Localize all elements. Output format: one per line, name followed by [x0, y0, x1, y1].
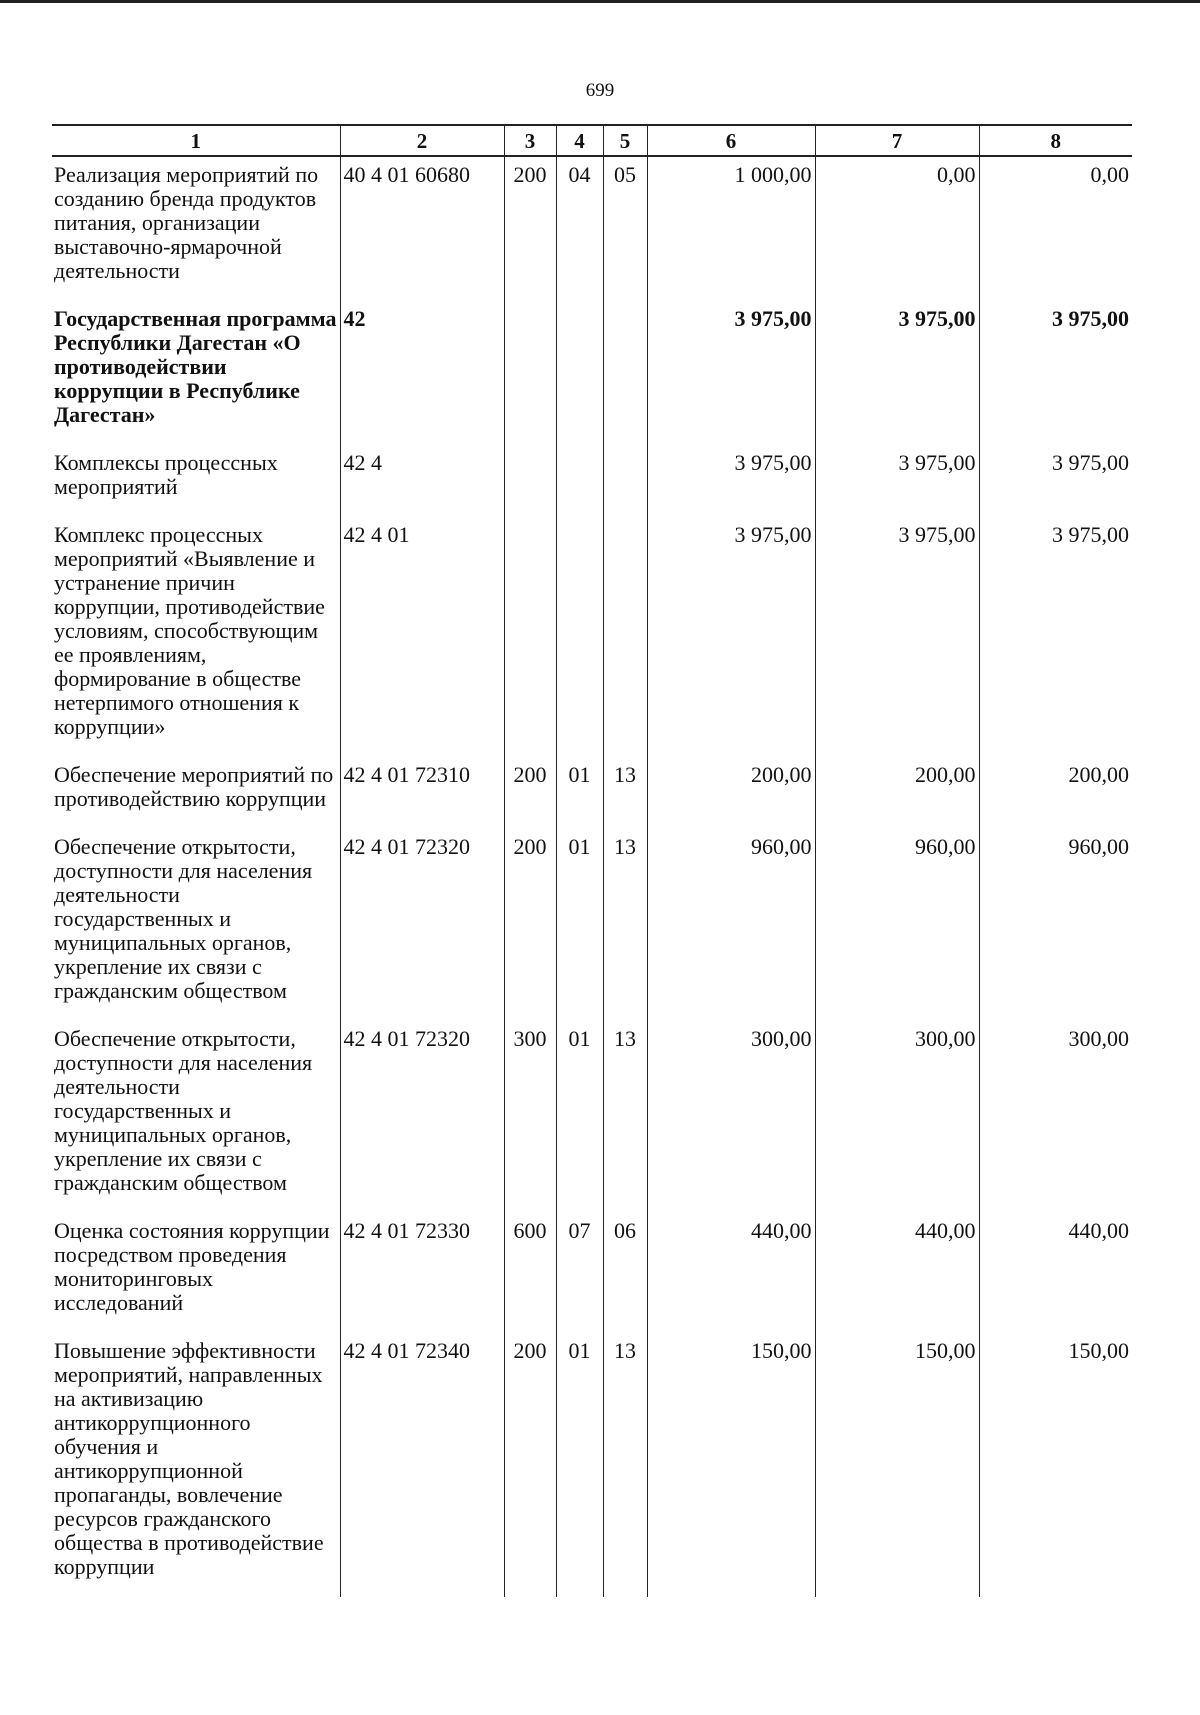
- row-value-7: 3 975,00: [815, 301, 979, 445]
- row-code: 42 4 01: [340, 517, 504, 757]
- row-col3: 200: [504, 156, 556, 301]
- row-value-7: 3 975,00: [815, 445, 979, 517]
- row-code: 42 4 01 72310: [340, 757, 504, 829]
- column-header: 6: [647, 125, 815, 156]
- budget-table: [52, 124, 1132, 1597]
- column-header: 5: [603, 125, 647, 156]
- row-value-6: 3 975,00: [647, 301, 815, 445]
- row-col3: 300: [504, 1021, 556, 1213]
- row-code: 42 4 01 72330: [340, 1213, 504, 1333]
- row-col4: 07: [556, 1213, 603, 1333]
- row-value-6: 300,00: [647, 1021, 815, 1213]
- row-name: Обеспечение открытости, доступности для населения деятельности государственных и муниципальных органов, укрепление их связи с гражданским обществом: [54, 834, 313, 1003]
- row-col3: 200: [504, 1333, 556, 1597]
- row-col4: 01: [556, 829, 603, 1021]
- row-col3: [504, 445, 556, 517]
- table-row: [52, 156, 1132, 301]
- table-row: [52, 1021, 1132, 1213]
- row-col3: [504, 517, 556, 757]
- top-border-line: [0, 0, 1200, 3]
- column-header: 2: [340, 125, 504, 156]
- row-value-8: 300,00: [979, 1021, 1132, 1213]
- row-col4: 04: [556, 156, 603, 301]
- table-row: [52, 445, 1132, 517]
- page-number: 699: [585, 80, 615, 101]
- row-value-8: 0,00: [979, 156, 1132, 301]
- row-code: 42 4: [340, 445, 504, 517]
- row-name: Обеспечение открытости, доступности для населения деятельности государственных и муниципальных органов, укрепление их связи с гражданским обществом: [54, 1026, 313, 1195]
- row-name: Комплекс процессных мероприятий «Выявление и устранение причин коррупции, противодействие условиям, способствующим ее проявлениям, формирование в обществе нетерпимого отношения к коррупции»: [54, 522, 325, 739]
- row-col5: [603, 445, 647, 517]
- table-header-row: [52, 125, 1132, 156]
- row-value-7: 200,00: [815, 757, 979, 829]
- row-code: 42 4 01 72320: [340, 829, 504, 1021]
- table-row: [52, 829, 1132, 1021]
- table-row: [52, 1333, 1132, 1597]
- row-col4: 01: [556, 1333, 603, 1597]
- row-value-8: 3 975,00: [979, 517, 1132, 757]
- row-value-8: 960,00: [979, 829, 1132, 1021]
- row-value-7: 150,00: [815, 1333, 979, 1597]
- row-col5: 06: [603, 1213, 647, 1333]
- row-col5: 13: [603, 1021, 647, 1213]
- row-col4: 01: [556, 757, 603, 829]
- column-header: 3: [504, 125, 556, 156]
- row-col3: 600: [504, 1213, 556, 1333]
- column-header: 4: [556, 125, 603, 156]
- row-value-6: 1 000,00: [647, 156, 815, 301]
- row-col5: [603, 517, 647, 757]
- row-col4: [556, 445, 603, 517]
- row-value-7: 960,00: [815, 829, 979, 1021]
- row-code: 42 4 01 72320: [340, 1021, 504, 1213]
- table-row: [52, 757, 1132, 829]
- row-name: Реализация мероприятий по созданию бренда продуктов питания, организации выставочно-ярмарочной деятельности: [54, 162, 319, 283]
- row-value-7: 3 975,00: [815, 517, 979, 757]
- row-value-6: 3 975,00: [647, 517, 815, 757]
- row-code: 42 4 01 72340: [340, 1333, 504, 1597]
- row-value-8: 200,00: [979, 757, 1132, 829]
- column-header: 7: [815, 125, 979, 156]
- row-code: 40 4 01 60680: [340, 156, 504, 301]
- row-value-8: 3 975,00: [979, 301, 1132, 445]
- row-value-7: 300,00: [815, 1021, 979, 1213]
- row-col3: 200: [504, 829, 556, 1021]
- row-value-8: 440,00: [979, 1213, 1132, 1333]
- row-col3: [504, 301, 556, 445]
- column-header: 1: [52, 125, 340, 156]
- row-col4: 01: [556, 1021, 603, 1213]
- table-row: [52, 1213, 1132, 1333]
- table-row: [52, 301, 1132, 445]
- row-col3: 200: [504, 757, 556, 829]
- row-value-6: 960,00: [647, 829, 815, 1021]
- row-col5: 13: [603, 1333, 647, 1597]
- row-value-6: 3 975,00: [647, 445, 815, 517]
- row-name: Государственная программа Республики Дагестан «О противодействии коррупции в Республике Дагестан»: [54, 306, 337, 427]
- row-name: Комплексы процессных мероприятий: [54, 450, 278, 499]
- row-col4: [556, 517, 603, 757]
- row-col5: 13: [603, 757, 647, 829]
- row-col5: 13: [603, 829, 647, 1021]
- row-value-7: 440,00: [815, 1213, 979, 1333]
- table-row: [52, 517, 1132, 757]
- row-value-6: 440,00: [647, 1213, 815, 1333]
- row-value-7: 0,00: [815, 156, 979, 301]
- row-col4: [556, 301, 603, 445]
- row-name: Обеспечение мероприятий по противодействию коррупции: [54, 762, 334, 811]
- row-col5: 05: [603, 156, 647, 301]
- row-value-6: 200,00: [647, 757, 815, 829]
- row-value-6: 150,00: [647, 1333, 815, 1597]
- row-code: 42: [340, 301, 504, 445]
- row-value-8: 150,00: [979, 1333, 1132, 1597]
- row-value-8: 3 975,00: [979, 445, 1132, 517]
- column-header: 8: [979, 125, 1132, 156]
- row-name: Повышение эффективности мероприятий, направленных на активизацию антикоррупционного обучения и антикоррупционной пропаганды, вовлечение ресурсов гражданского общества в противодействие коррупции: [54, 1338, 324, 1579]
- row-col5: [603, 301, 647, 445]
- row-name: Оценка состояния коррупции посредством проведения мониторинговых исследований: [54, 1218, 330, 1315]
